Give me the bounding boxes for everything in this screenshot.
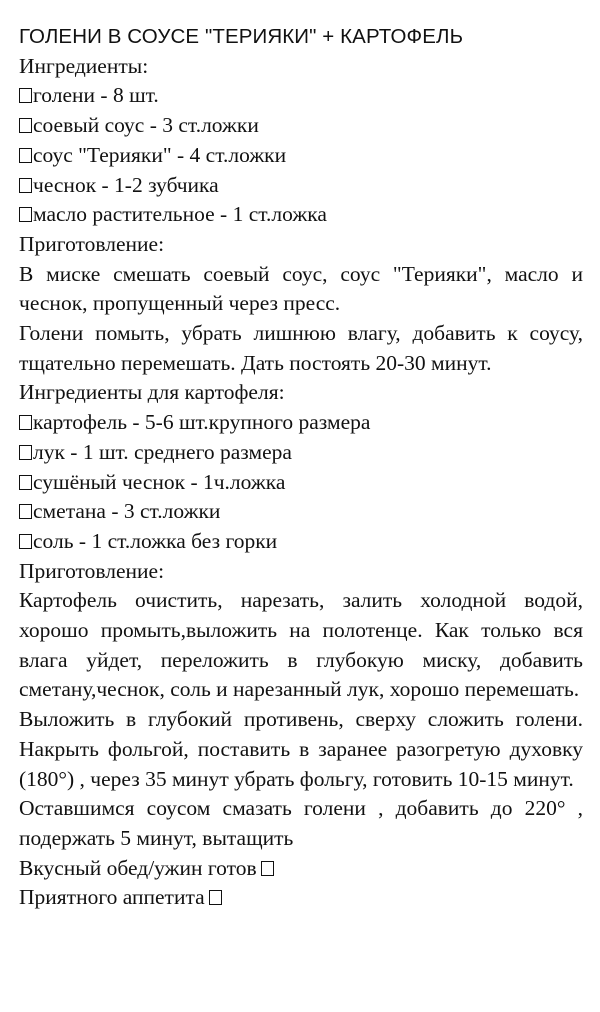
potato-ingredient-item: картофель - 5-6 шт.крупного размера: [19, 408, 583, 438]
tofu-box-icon: [19, 148, 32, 163]
ingredient-item: соус "Терияки" - 4 ст.ложки: [19, 141, 583, 171]
tofu-box-icon: [19, 88, 32, 103]
preparation2-paragraph: Картофель очистить, нарезать, залить холодной водой, хорошо промыть,выложить на полотенце. Как только вся влага уйдет, переложить в глубокую миску, добавить сметану,чеснок, соль и нарезанный лук, хорошо перемешать.: [19, 588, 583, 702]
tofu-box-icon: [209, 890, 222, 905]
ingredients-heading: Ингредиенты:: [19, 53, 149, 78]
preparation-heading: Приготовление:: [19, 231, 165, 256]
preparation-paragraph: Голени помыть, убрать лишнюю влагу, добавить к соусу, тщательно перемешать. Дать постоять 20-30 минут.: [19, 321, 583, 375]
potato-ingredients-heading: Ингредиенты для картофеля:: [19, 380, 285, 405]
tofu-box-icon: [19, 534, 32, 549]
recipe-document: [19, 22, 583, 913]
potato-ingredient-item: сметана - 3 ст.ложки: [19, 497, 583, 527]
closing-line: Вкусный обед/ужин готов: [19, 854, 583, 884]
tofu-box-icon: [19, 178, 32, 193]
preparation-paragraph: В миске смешать соевый соус, соус "Терияки", масло и чеснок, пропущенный через пресс.: [19, 261, 583, 316]
tofu-box-icon: [19, 415, 32, 430]
tofu-box-icon: [19, 207, 32, 222]
ingredient-item: масло растительное - 1 ст.ложка: [19, 200, 583, 230]
potato-ingredient-item: сушёный чеснок - 1ч.ложка: [19, 468, 583, 498]
preparation2-paragraph: Оставшимся соусом смазать голени , добавить до 220° , подержать 5 минут, вытащить: [19, 796, 583, 850]
tofu-box-icon: [19, 504, 32, 519]
preparation2-paragraph: Выложить в глубокий противень, сверху сложить голени. Накрыть фольгой, поставить в заранее разогретую духовку (180°) , через 35 минут убрать фольгу, готовить 10-15 минут.: [19, 707, 583, 791]
preparation2-heading: Приготовление:: [19, 558, 165, 583]
tofu-box-icon: [19, 118, 32, 133]
ingredient-item: соевый соус - 3 ст.ложки: [19, 111, 583, 141]
potato-ingredient-item: соль - 1 ст.ложка без горки: [19, 527, 583, 557]
potato-ingredient-item: лук - 1 шт. среднего размера: [19, 438, 583, 468]
recipe-title: ГОЛЕНИ В СОУСЕ "ТЕРИЯКИ" + КАРТОФЕЛЬ: [19, 25, 464, 48]
ingredient-item: голени - 8 шт.: [19, 81, 583, 111]
tofu-box-icon: [19, 445, 32, 460]
ingredient-item: чеснок - 1-2 зубчика: [19, 171, 583, 201]
tofu-box-icon: [19, 475, 32, 490]
tofu-box-icon: [261, 861, 274, 876]
closing-line: Приятного аппетита: [19, 883, 583, 913]
